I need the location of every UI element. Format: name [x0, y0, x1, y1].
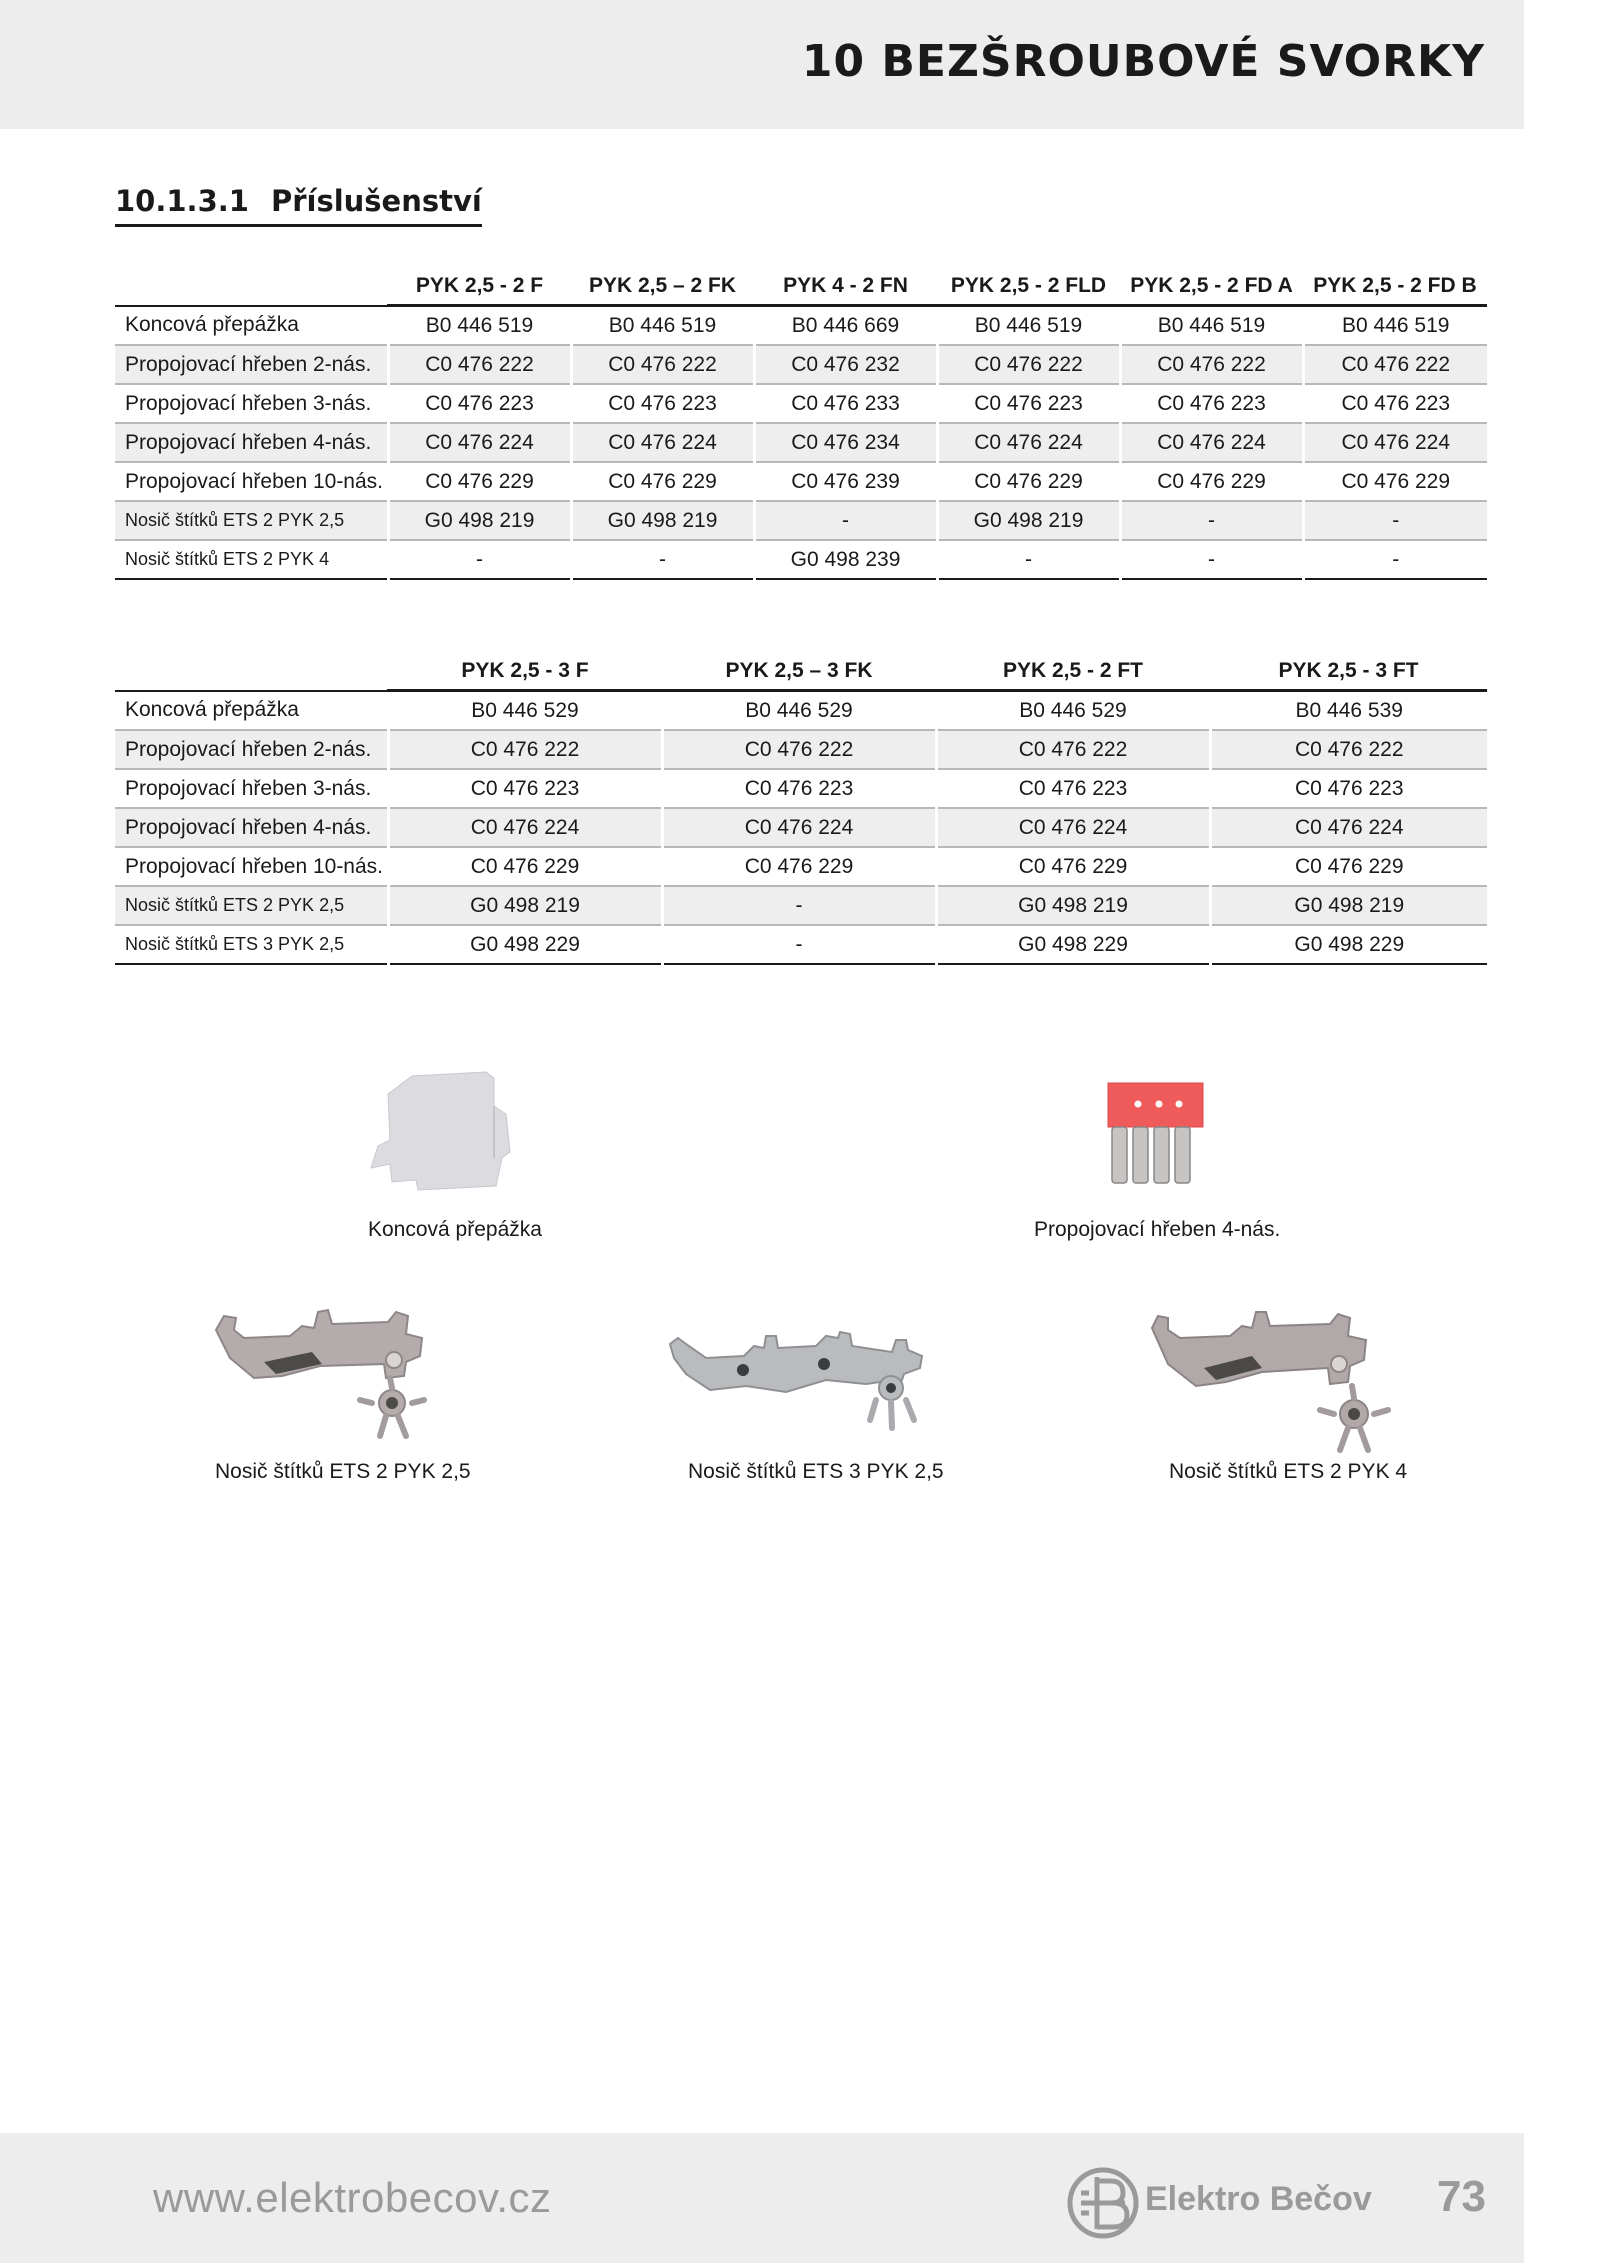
column-header: PYK 2,5 - 3 F: [388, 653, 662, 691]
column-header: PYK 2,5 – 2 FK: [571, 268, 754, 306]
column-header: PYK 2,5 - 2 FLD: [937, 268, 1120, 306]
table-header-row: [115, 653, 1487, 691]
column-header: PYK 2,5 - 2 FD B: [1303, 268, 1487, 306]
table-cell: -: [1120, 540, 1303, 579]
table-cell: C0 476 222: [937, 345, 1120, 384]
table-row: [115, 345, 1487, 384]
table-cell: G0 498 219: [388, 886, 662, 925]
table-cell: C0 476 229: [388, 847, 662, 886]
table-row: [115, 730, 1487, 769]
column-header: PYK 2,5 - 2 F: [388, 268, 571, 306]
table-header-row: [115, 268, 1487, 306]
table-cell: C0 476 224: [388, 808, 662, 847]
bridge-image: [1100, 1078, 1212, 1188]
row-label: Propojovací hřeben 3-nás.: [115, 384, 388, 423]
table-row: [115, 540, 1487, 579]
table-cell: C0 476 223: [1303, 384, 1487, 423]
column-header: PYK 2,5 - 2 FD A: [1120, 268, 1303, 306]
table-cell: B0 446 669: [754, 306, 937, 346]
row-label: Propojovací hřeben 2-nás.: [115, 730, 388, 769]
table-cell: B0 446 539: [1210, 691, 1487, 731]
row-label: Nosič štítků ETS 2 PYK 4: [115, 540, 388, 579]
table-row: [115, 808, 1487, 847]
label-carrier-ets2-pyk25-caption: Nosič štítků ETS 2 PYK 2,5: [215, 1460, 471, 1483]
table-cell: C0 476 229: [388, 462, 571, 501]
elektro-becov-logo-icon: [1067, 2163, 1141, 2243]
label-carrier-ets3-pyk25-image: [666, 1328, 936, 1440]
row-label: Propojovací hřeben 10-nás.: [115, 847, 388, 886]
chapter-title: 10 BEZŠROUBOVÉ SVORKY: [801, 36, 1485, 87]
section-title: Příslušenství: [270, 184, 482, 218]
table-cell: -: [1120, 501, 1303, 540]
header-cell: [115, 653, 388, 691]
table-cell: C0 476 229: [662, 847, 936, 886]
table-cell: C0 476 222: [388, 730, 662, 769]
table-row: [115, 501, 1487, 540]
table-cell: C0 476 224: [662, 808, 936, 847]
table-cell: C0 476 224: [936, 808, 1210, 847]
row-label: Koncová přepážka: [115, 306, 388, 346]
table-cell: C0 476 222: [936, 730, 1210, 769]
label-carrier-ets2-pyk4-caption: Nosič štítků ETS 2 PYK 4: [1169, 1460, 1408, 1483]
table-cell: -: [662, 886, 936, 925]
table-cell: C0 476 234: [754, 423, 937, 462]
table-cell: B0 446 519: [571, 306, 754, 346]
table-cell: C0 476 223: [571, 384, 754, 423]
table-cell: C0 476 232: [754, 345, 937, 384]
website-link[interactable]: www.elektrobecov.cz: [153, 2174, 552, 2221]
table-cell: C0 476 223: [1120, 384, 1303, 423]
row-label: Nosič štítků ETS 3 PYK 2,5: [115, 925, 388, 964]
table-cell: G0 498 229: [1210, 925, 1487, 964]
table-cell: -: [1303, 540, 1487, 579]
table-cell: G0 498 219: [936, 886, 1210, 925]
table-cell: B0 446 519: [388, 306, 571, 346]
page-number: 73: [1437, 2172, 1486, 2221]
table-cell: C0 476 224: [388, 423, 571, 462]
table-row: [115, 306, 1487, 346]
table-cell: B0 446 519: [1120, 306, 1303, 346]
table-row: [115, 462, 1487, 501]
table-row: [115, 847, 1487, 886]
table-cell: C0 476 239: [754, 462, 937, 501]
table-cell: C0 476 223: [937, 384, 1120, 423]
end-plate-caption: Koncová přepážka: [368, 1218, 542, 1241]
end-plate-image: [368, 1068, 538, 1194]
table-cell: G0 498 229: [936, 925, 1210, 964]
table-cell: C0 476 229: [937, 462, 1120, 501]
table-cell: G0 498 219: [937, 501, 1120, 540]
table-cell: C0 476 229: [1120, 462, 1303, 501]
table-cell: C0 476 222: [571, 345, 754, 384]
section-number: 10.1.3.1: [115, 184, 249, 218]
accessories-table-1: [115, 268, 1487, 580]
table-cell: C0 476 224: [571, 423, 754, 462]
table-row: [115, 769, 1487, 808]
table-cell: B0 446 529: [388, 691, 662, 731]
bridge-caption: Propojovací hřeben 4-nás.: [1034, 1218, 1281, 1241]
table-cell: C0 476 223: [1210, 769, 1487, 808]
label-carrier-ets2-pyk25-image: [210, 1308, 435, 1448]
table-cell: -: [388, 540, 571, 579]
table-cell: B0 446 519: [937, 306, 1120, 346]
column-header: PYK 2,5 - 2 FT: [936, 653, 1210, 691]
table-cell: C0 476 223: [388, 769, 662, 808]
table-cell: C0 476 229: [936, 847, 1210, 886]
table-cell: C0 476 222: [1120, 345, 1303, 384]
table-row: [115, 925, 1487, 964]
table-cell: -: [662, 925, 936, 964]
label-carrier-ets2-pyk4-image: [1146, 1310, 1416, 1460]
table-cell: C0 476 222: [388, 345, 571, 384]
table-cell: G0 498 239: [754, 540, 937, 579]
row-label: Propojovací hřeben 3-nás.: [115, 769, 388, 808]
table-row: [115, 886, 1487, 925]
table-cell: C0 476 222: [1303, 345, 1487, 384]
table-cell: C0 476 229: [1303, 462, 1487, 501]
table-cell: B0 446 519: [1303, 306, 1487, 346]
brand-name: Elektro Bečov: [1145, 2180, 1372, 2218]
table-cell: C0 476 223: [936, 769, 1210, 808]
table-cell: C0 476 222: [662, 730, 936, 769]
label-carrier-ets3-pyk25-caption: Nosič štítků ETS 3 PYK 2,5: [688, 1460, 944, 1483]
table-cell: C0 476 233: [754, 384, 937, 423]
table-cell: G0 498 219: [1210, 886, 1487, 925]
table-cell: G0 498 219: [388, 501, 571, 540]
table-cell: C0 476 223: [662, 769, 936, 808]
table-row: [115, 423, 1487, 462]
row-label: Propojovací hřeben 4-nás.: [115, 808, 388, 847]
table-row: [115, 384, 1487, 423]
table-cell: C0 476 229: [1210, 847, 1487, 886]
table-cell: -: [571, 540, 754, 579]
table-cell: G0 498 219: [571, 501, 754, 540]
table-cell: C0 476 229: [571, 462, 754, 501]
row-label: Propojovací hřeben 4-nás.: [115, 423, 388, 462]
row-label: Propojovací hřeben 2-nás.: [115, 345, 388, 384]
table-cell: C0 476 224: [1120, 423, 1303, 462]
column-header: PYK 2,5 - 3 FT: [1210, 653, 1487, 691]
table-cell: C0 476 224: [937, 423, 1120, 462]
table-cell: G0 498 229: [388, 925, 662, 964]
accessories-table-2: [115, 653, 1487, 965]
table-cell: C0 476 223: [388, 384, 571, 423]
table-cell: -: [1303, 501, 1487, 540]
section-heading: [115, 184, 482, 227]
table-cell: C0 476 222: [1210, 730, 1487, 769]
header-cell: [115, 268, 388, 306]
row-label: Nosič štítků ETS 2 PYK 2,5: [115, 886, 388, 925]
table-cell: -: [754, 501, 937, 540]
table-cell: B0 446 529: [662, 691, 936, 731]
column-header: PYK 4 - 2 FN: [754, 268, 937, 306]
column-header: PYK 2,5 – 3 FK: [662, 653, 936, 691]
table-cell: C0 476 224: [1303, 423, 1487, 462]
table-row: [115, 691, 1487, 731]
table-cell: C0 476 224: [1210, 808, 1487, 847]
row-label: Koncová přepážka: [115, 691, 388, 731]
row-label: Propojovací hřeben 10-nás.: [115, 462, 388, 501]
table-cell: B0 446 529: [936, 691, 1210, 731]
row-label: Nosič štítků ETS 2 PYK 2,5: [115, 501, 388, 540]
table-cell: -: [937, 540, 1120, 579]
